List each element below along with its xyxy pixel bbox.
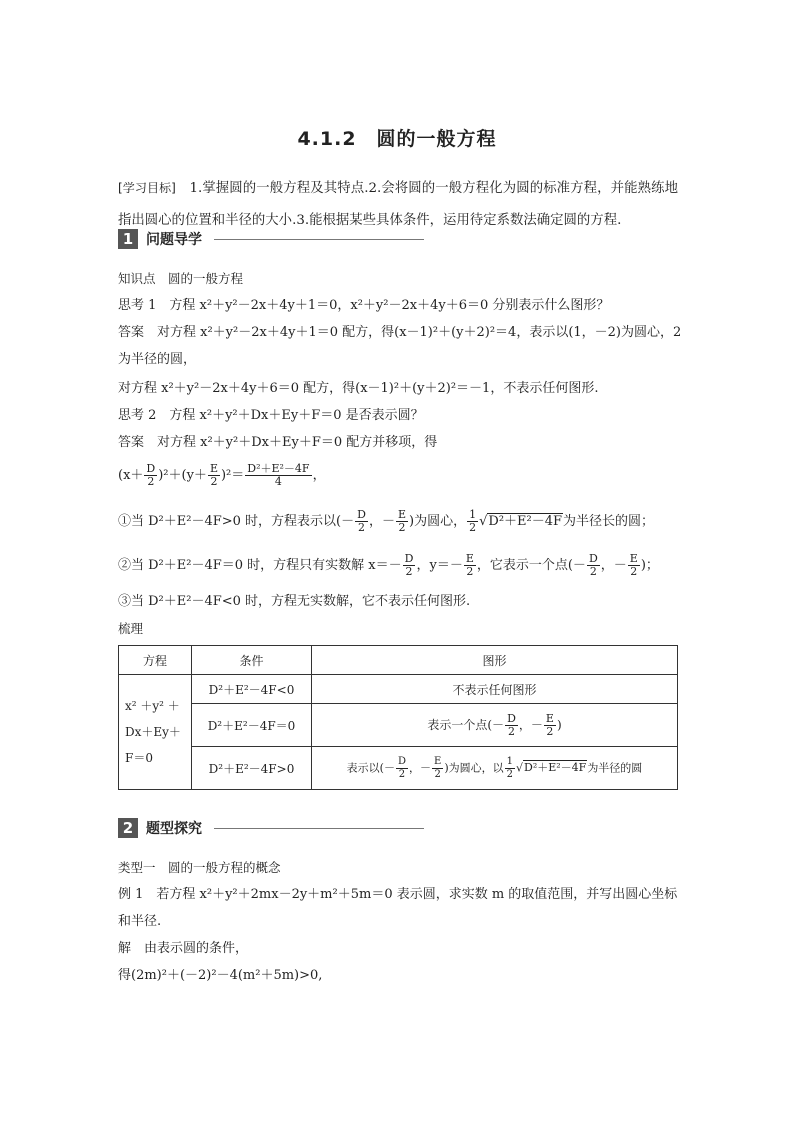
- fraction-discriminant: $\frac{\text{D²＋E²－4F}}{4}$: [247, 462, 310, 488]
- fraction-d-over-2: $\frac{D}{2}$: [146, 462, 156, 488]
- answer-2: 答案 对方程 x²＋y²＋Dx＋Ey＋F＝0 配方并移项，得: [118, 435, 438, 450]
- summary-table: [118, 645, 678, 790]
- table-shape: 表示一个点(－ $\frac{D}{2}$ ，－ $\frac{E}{2}$ ): [312, 704, 678, 747]
- table-header-shape: 图形: [312, 646, 678, 675]
- case-1: ①当 D²＋E²－4F>0 时，方程表示以(－ $\frac{D}{2}$ ，－ $\frac{E}{2}$ )为圆心， $\frac{1}{2}$ √D²＋E²－4F为半径长的圆；: [118, 508, 655, 534]
- answer-1c: 对方程 x²＋y²－2x＋4y＋6＝0 配方，得(x－1)²＋(y＋2)²＝－1，不表示任何图形.: [118, 381, 599, 396]
- type-heading: 类型一 圆的一般方程的概念: [118, 860, 281, 875]
- case-2: ②当 D²＋E²－4F＝0 时，方程只有实数解 x＝－ $\frac{D}{2}$ ，y＝－ $\frac{E}{2}$ ，它表示一个点(－ $\frac{D}{2}$ ，－ $\frac{E}{2}$ )；: [118, 552, 659, 578]
- fraction-e-over-2: $\frac{E}{2}$: [209, 462, 218, 488]
- section-rule-2: [214, 828, 424, 829]
- objectives-label: [学习目标]: [118, 181, 176, 195]
- eq-part: (x＋: [118, 468, 144, 483]
- eq-part: ，: [312, 468, 326, 483]
- table-row: [119, 747, 678, 790]
- case-3: ③当 D²＋E²－4F<0 时，方程无实数解，它不表示任何图形.: [118, 594, 471, 609]
- table-condition: D²＋E²－4F>0: [192, 747, 312, 790]
- table-condition: D²＋E²－4F＝0: [192, 704, 312, 747]
- section-number-2: 2: [118, 818, 138, 838]
- section-number-1: 1: [118, 229, 138, 249]
- think-1: 思考 1 方程 x²＋y²－2x＋4y＋1＝0，x²＋y²－2x＋4y＋6＝0 分别表示什么图形？: [118, 298, 610, 313]
- solution-start: 解 由表示圆的条件，: [118, 941, 249, 956]
- table-header-equation: 方程: [119, 646, 192, 675]
- eq-part: )²＝: [220, 468, 245, 483]
- table-equation-cell: x² ＋y² ＋ Dx＋Ey＋ F＝0: [119, 675, 192, 790]
- page-title: 4.1.2 圆的一般方程: [297, 128, 497, 150]
- section-rule-1: [214, 239, 424, 240]
- summary-heading: 梳理: [118, 621, 144, 636]
- table-condition: D²＋E²－4F<0: [192, 675, 312, 704]
- completed-square-equation: [118, 460, 678, 492]
- table-shape: 表示以(－ $\frac{D}{2}$ ，－ $\frac{E}{2}$ )为圆心，以 $\frac{1}{2}$ √D²＋E²－4F为半径的圆: [312, 747, 678, 790]
- knowledge-heading: 知识点 圆的一般方程: [118, 271, 244, 286]
- solution-line-2: 得(2m)²＋(－2)²－4(m²＋5m)>0,: [118, 968, 323, 983]
- section-title-1: 问题导学: [146, 232, 202, 248]
- section-header-2: [118, 818, 424, 838]
- answer-1a: 答案 对方程 x²＋y²－2x＋4y＋1＝0 配方，得(x－1)²＋(y＋2)²＝4，表示以(1，－2)为圆心，2: [118, 325, 682, 340]
- table-row: [119, 704, 678, 747]
- objectives-text: 1.掌握圆的一般方程及其特点.2.会将圆的一般方程化为圆的标准方程，并能熟练地指出圆心的位置和半径的大小.3.能根据某些具体条件，运用待定系数法确定圆的方程.: [118, 181, 678, 228]
- example-1a: 例 1 若方程 x²＋y²＋2mx－2y＋m²＋5m＝0 表示圆，求实数 m 的取值范围，并写出圆心坐标: [118, 887, 678, 902]
- sqrt-sign: √: [479, 514, 488, 529]
- table-header-condition: 条件: [192, 646, 312, 675]
- answer-1b: 为半径的圆，: [118, 352, 197, 367]
- section-header-1: [118, 229, 424, 249]
- table-shape: 不表示任何图形: [312, 675, 678, 704]
- eq-part: )²＋(y＋: [158, 468, 207, 483]
- table-row: [119, 675, 678, 704]
- learning-objectives: [118, 172, 678, 237]
- example-1b: 和半径.: [118, 914, 162, 929]
- section-title-2: 题型探究: [146, 821, 202, 837]
- think-2: 思考 2 方程 x²＋y²＋Dx＋Ey＋F＝0 是否表示圆？: [118, 408, 424, 423]
